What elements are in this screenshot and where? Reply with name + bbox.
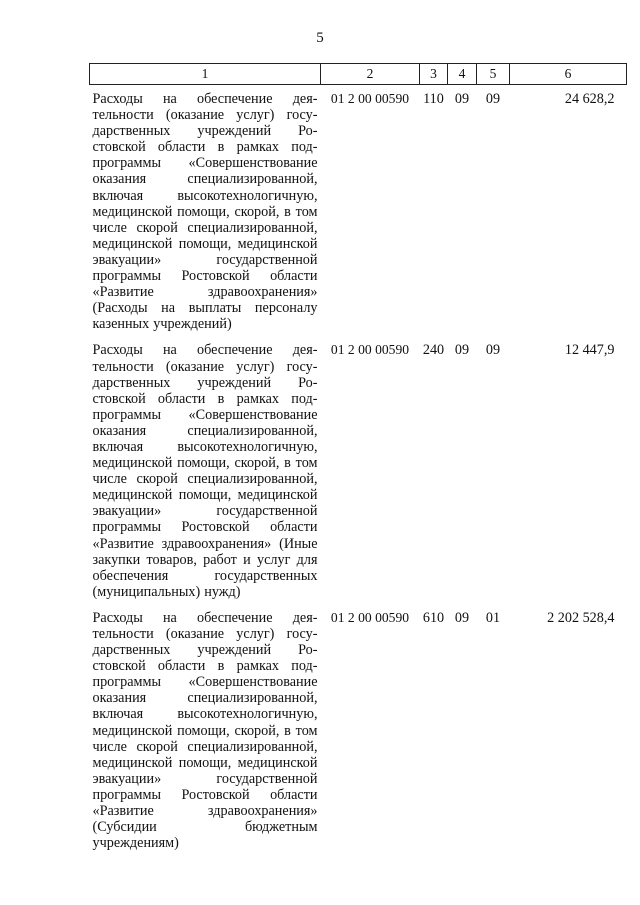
row-amount: 12 447,9 <box>564 342 615 359</box>
row-subsection: 01 <box>485 609 501 626</box>
row-target-code: 01 2 00 00590 <box>330 609 410 625</box>
row-target-code: 01 2 00 00590 <box>330 342 410 358</box>
row-description: Расходы на обеспечение деятельности (оказание услуг) государственных учреждений Ростовской области в рамках подпрограммы «Совершенствование оказания специализированной, включая высокотехнологичную, медицинской помощи, скорой, в том числе скорой специализированной, медицинской помощи, медицинской эвакуации» государственной программы Ростовской области «Развитие здравоохранения» (Субсидии бюджетным учреждениям) <box>92 609 318 852</box>
row-subsection: 09 <box>485 342 501 359</box>
column-header-6: 6 <box>510 64 627 85</box>
column-header-5: 5 <box>477 64 510 85</box>
row-amount: 2 202 528,4 <box>547 609 615 626</box>
row-description: Расходы на обеспечение деятельности (оказание услуг) государственных учреждений Ростовской области в рамках подпрограммы «Совершенствование оказания специализированной, включая высокотехнологичную, медицинской помощи, скорой, в том числе скорой специализированной, медицинской помощи, медицинской эвакуации» государственной программы Ростовской области «Развитие здравоохранения» (Иные закупки товаров, работ и услуг для обеспечения государственных (муниципальных) нужд) <box>92 342 318 600</box>
page-number: 5 <box>316 30 324 46</box>
header-row <box>90 64 627 85</box>
column-header-3: 3 <box>420 64 448 85</box>
column-header-2: 2 <box>321 64 420 85</box>
row-expense-type: 240 <box>422 342 445 359</box>
row-section: 09 <box>454 342 470 359</box>
row-expense-type: 610 <box>422 609 445 626</box>
row-amount: 24 628,2 <box>564 91 615 107</box>
column-header-1: 1 <box>90 64 321 85</box>
row-expense-type: 110 <box>423 91 444 107</box>
table-row <box>90 85 627 337</box>
column-header-4: 4 <box>448 64 477 85</box>
row-description: Расходы на обеспечение деятельности (оказание услуг) государственных учреждений Ростовской области в рамках подпрограммы «Совершенствование оказания специализированной, включая высокотехнологичную, медицинской помощи, скорой, в том числе скорой специализированной, медицинской помощи, медицинской эвакуации» государственной программы Ростовской области «Развитие здравоохранения» (Расходы на выплаты персоналу казенных учреждений) <box>92 91 318 333</box>
row-target-code: 01 2 00 00590 <box>330 91 410 106</box>
budget-table <box>89 63 627 855</box>
table-row <box>90 604 627 855</box>
row-section: 09 <box>454 609 470 626</box>
row-subsection: 09 <box>485 91 501 107</box>
table-row <box>90 336 627 604</box>
row-section: 09 <box>454 91 470 107</box>
